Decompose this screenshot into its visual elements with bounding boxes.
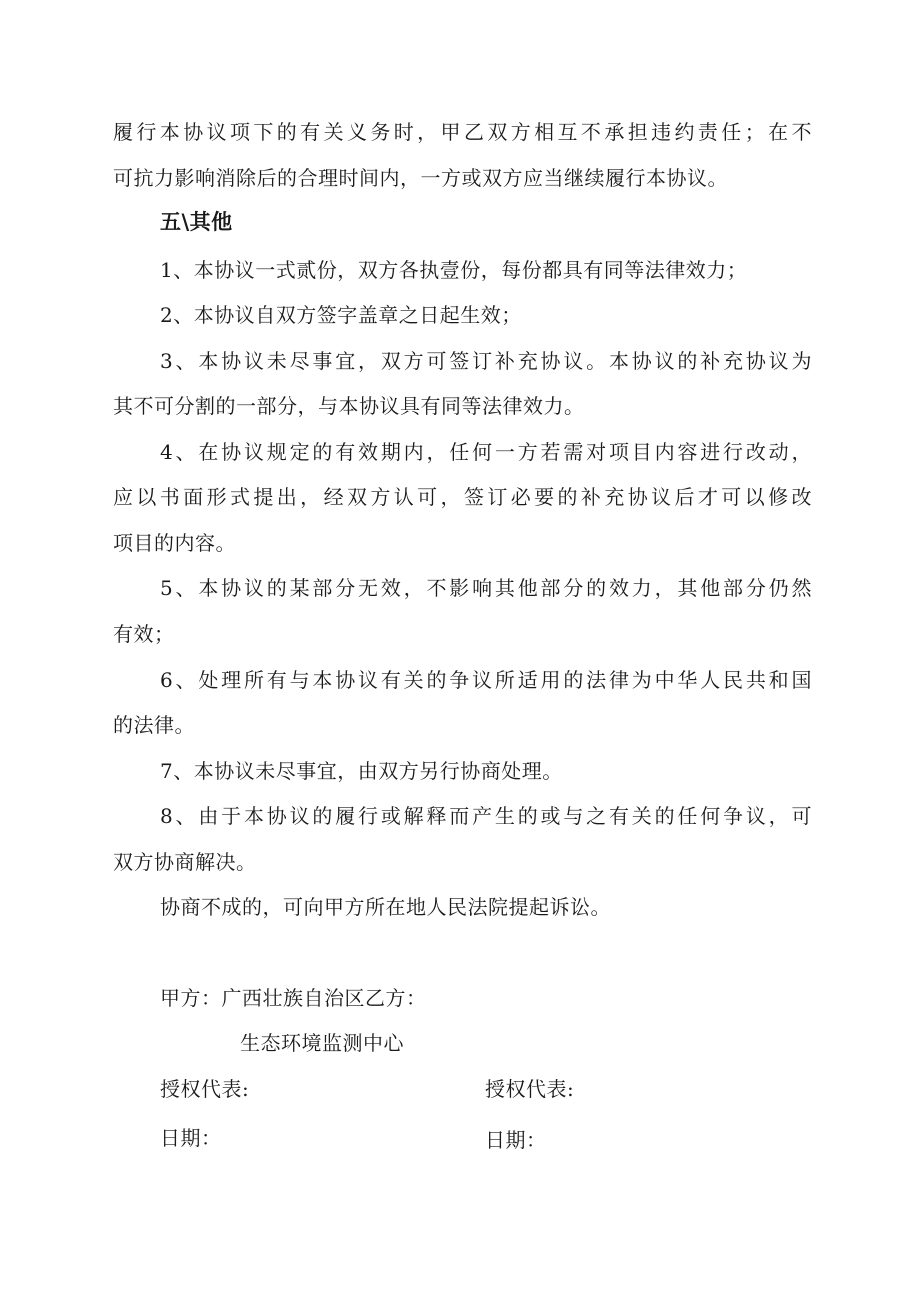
clause-3-line: 其不可分割的一部分，与本协议具有同等法律效力。: [113, 394, 585, 418]
clause-6-line: 6、处理所有与本协议有关的争议所适用的法律为中华人民共和国: [160, 668, 812, 692]
clause-8-line: 8、由于本协议的履行或解释而产生的或与之有关的任何争议，可: [160, 804, 812, 828]
party-a-line: 甲方：广西壮族自治区乙方：: [160, 986, 427, 1010]
clause-4-line: 4、在协议规定的有效期内，任何一方若需对项目内容进行改动，: [160, 440, 812, 464]
clause-3-line: 3、本协议未尽事宜，双方可签订补充协议。本协议的补充协议为: [160, 349, 812, 373]
paragraph-line: 可抗力影响消除后的合理时间内，一方或双方应当继续履行本协议。: [113, 166, 728, 190]
party-a-date-label: 日期：: [160, 1126, 222, 1150]
clause-8-line: 双方协商解决。: [113, 850, 257, 874]
party-b-rep-label: 授权代表:: [485, 1077, 575, 1101]
section-title: 五\其他: [160, 210, 233, 234]
clause-6-line: 的法律。: [113, 713, 195, 737]
clause-2: 2、本协议自双方签字盖章之日起生效；: [160, 303, 522, 327]
party-a-rep-label: 授权代表:: [160, 1077, 250, 1101]
clause-8-tail: 协商不成的，可向甲方所在地人民法院提起诉讼。: [160, 895, 611, 919]
party-b-date-label: 日期：: [485, 1128, 547, 1152]
clause-1: 1、本协议一式贰份，双方各执壹份，每份都具有同等法律效力；: [160, 258, 748, 282]
clause-4-line: 项目的内容。: [113, 531, 236, 555]
clause-5-line: 有效；: [113, 622, 175, 646]
clause-4-line: 应以书面形式提出，经双方认可，签订必要的补充协议后才可以修改: [113, 485, 812, 509]
clause-7: 7、本协议未尽事宜，由双方另行协商处理。: [160, 759, 563, 783]
paragraph-line: 履行本协议项下的有关义务时，甲乙双方相互不承担违约责任；在不: [113, 120, 812, 144]
clause-5-line: 5、本协议的某部分无效，不影响其他部分的效力，其他部分仍然: [160, 576, 812, 600]
party-a-org: 生态环境监测中心: [240, 1031, 404, 1055]
